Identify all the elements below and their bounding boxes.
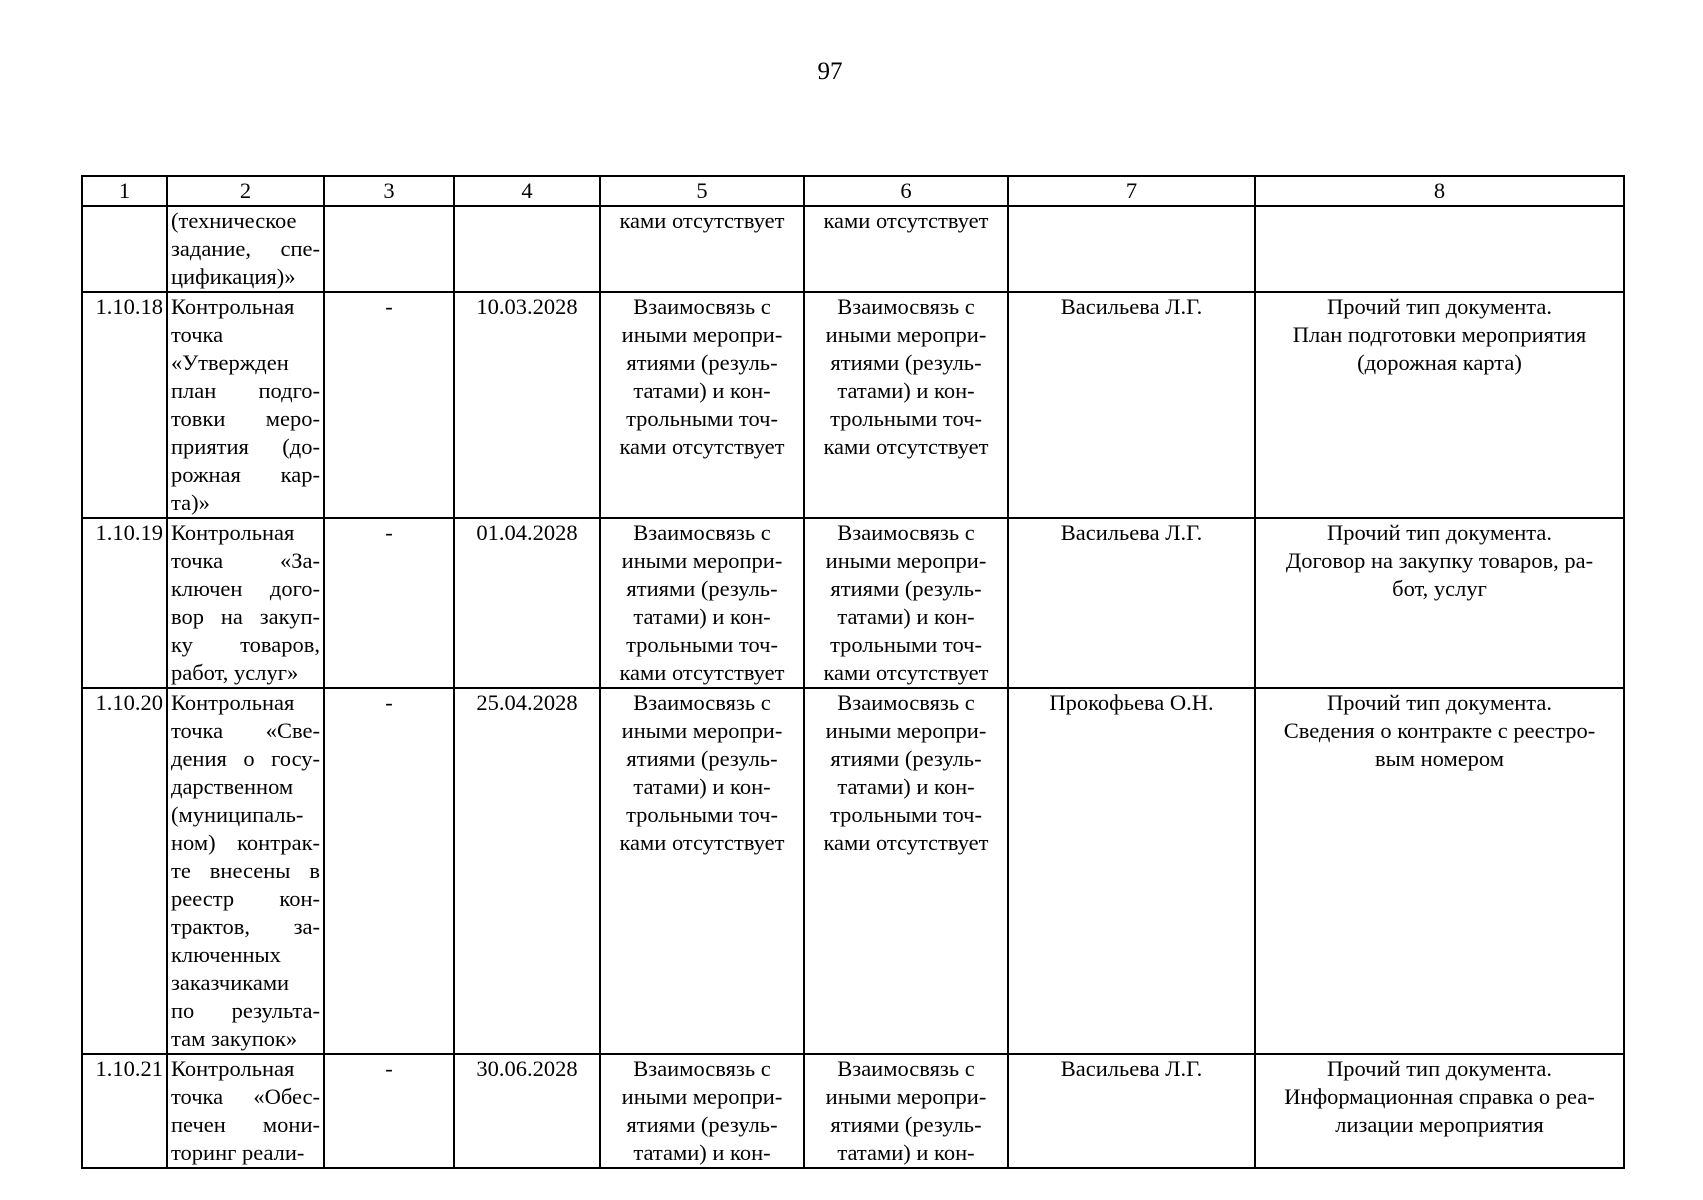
event-name-cell [167, 292, 324, 518]
cell-line: ками отсутствует [823, 434, 989, 459]
cell-line: точка «За- [171, 548, 320, 573]
successor-cell [804, 518, 1008, 688]
base-value-cell: - [324, 518, 454, 688]
cell-line: иными меропри- [621, 548, 783, 573]
cell-line: татами) и кон- [633, 774, 771, 799]
table-row [82, 518, 1624, 688]
cell-line: Информационная справка о реа- [1284, 1084, 1595, 1109]
cell-line: иными меропри- [621, 322, 783, 347]
successor-cell [804, 1054, 1008, 1168]
cell-line: иными меропри- [825, 548, 987, 573]
cell-line: Взаимосвязь с [837, 690, 975, 715]
cell-line: те внесены в [171, 858, 320, 883]
cell-line: ками отсутствует [823, 660, 989, 685]
cell-line: цификация)» [171, 264, 296, 289]
cell-line: ятиями (резуль- [830, 350, 982, 375]
due-date-cell [454, 206, 600, 292]
responsible-cell: Васильева Л.Г. [1008, 518, 1255, 688]
cell-line: иными меропри- [621, 1084, 783, 1109]
cell-line: ятиями (резуль- [626, 350, 778, 375]
cell-line: иными меропри- [825, 322, 987, 347]
cell-line: (муниципаль- [171, 802, 304, 827]
cell-line: Контрольная [171, 1056, 295, 1081]
cell-line: Договор на закупку товаров, ра- [1285, 548, 1594, 573]
cell-line: точка «Обес- [171, 1084, 320, 1109]
cell-line: «Утвержден [171, 350, 289, 375]
responsible-cell: Васильева Л.Г. [1008, 1054, 1255, 1168]
table-header-row [82, 176, 1624, 206]
cell-line: лизации мероприятия [1335, 1112, 1544, 1137]
row-number-cell: 1.10.18 [82, 292, 167, 518]
cell-line: ятиями (резуль- [830, 1112, 982, 1137]
document-type-cell [1255, 1054, 1624, 1168]
cell-line: Сведения о контракте с реестро- [1283, 718, 1596, 743]
table-body [82, 206, 1624, 1168]
cell-line: заказчиками [171, 970, 290, 995]
cell-line: по результа- [171, 998, 320, 1023]
cell-line: иными меропри- [621, 718, 783, 743]
cell-line: ку товаров, [171, 632, 320, 657]
cell-line: План подготовки мероприятия [1292, 322, 1587, 347]
due-date-cell: 30.06.2028 [454, 1054, 600, 1168]
cell-line: ятиями (резуль- [626, 576, 778, 601]
predecessor-cell [600, 292, 804, 518]
cell-line: задание, спе- [171, 236, 320, 261]
responsible-cell [1008, 206, 1255, 292]
cell-line: татами) и кон- [837, 774, 975, 799]
cell-line: та)» [171, 490, 210, 515]
cell-line: торинг реали- [171, 1140, 305, 1165]
document-type-cell [1255, 292, 1624, 518]
cell-line: Взаимосвязь с [837, 520, 975, 545]
cell-line: (дорожная карта) [1357, 350, 1522, 375]
cell-line: точка «Све- [171, 718, 320, 743]
cell-line: Взаимосвязь с [633, 520, 771, 545]
document-type-cell [1255, 688, 1624, 1054]
predecessor-cell [600, 206, 804, 292]
column-header: 2 [167, 176, 324, 206]
predecessor-cell [600, 1054, 804, 1168]
cell-line: трольными точ- [626, 406, 778, 431]
cell-line: ками отсутствует [619, 434, 785, 459]
cell-line: татами) и кон- [837, 1140, 975, 1165]
cell-line: Контрольная [171, 294, 295, 319]
predecessor-cell [600, 518, 804, 688]
column-header: 5 [600, 176, 804, 206]
base-value-cell [324, 206, 454, 292]
column-header: 3 [324, 176, 454, 206]
cell-line: трактов, за- [171, 914, 320, 939]
cell-line: Взаимосвязь с [633, 1056, 771, 1081]
cell-line: ятиями (резуль- [830, 746, 982, 771]
row-number-cell [82, 206, 167, 292]
column-header: 6 [804, 176, 1008, 206]
responsible-cell: Прокофьева О.Н. [1008, 688, 1255, 1054]
cell-line: трольными точ- [830, 632, 982, 657]
cell-line: ятиями (резуль- [830, 576, 982, 601]
page-number: 97 [817, 58, 843, 85]
base-value-cell: - [324, 1054, 454, 1168]
cell-line: ятиями (резуль- [626, 1112, 778, 1137]
plan-table [81, 175, 1625, 1169]
cell-line: товки меро- [171, 406, 320, 431]
successor-cell [804, 292, 1008, 518]
base-value-cell: - [324, 292, 454, 518]
cell-line: татами) и кон- [837, 604, 975, 629]
cell-line: Прочий тип документа. [1327, 294, 1552, 319]
cell-line: ками отсутствует [619, 208, 785, 233]
cell-line: приятия (до- [171, 434, 320, 459]
column-header: 8 [1255, 176, 1624, 206]
table-row [82, 1054, 1624, 1168]
cell-line: трольными точ- [626, 632, 778, 657]
column-header: 7 [1008, 176, 1255, 206]
cell-line: план подго- [171, 378, 320, 403]
cell-line: Прочий тип документа. [1327, 520, 1552, 545]
column-header: 4 [454, 176, 600, 206]
cell-line: татами) и кон- [633, 604, 771, 629]
cell-line: ками отсутствует [823, 830, 989, 855]
cell-line: точка [171, 322, 224, 347]
table-row [82, 206, 1624, 292]
base-value-cell: - [324, 688, 454, 1054]
cell-line: Контрольная [171, 520, 295, 545]
cell-line: Контрольная [171, 690, 295, 715]
column-header: 1 [82, 176, 167, 206]
predecessor-cell [600, 688, 804, 1054]
due-date-cell: 10.03.2028 [454, 292, 600, 518]
cell-line: трольными точ- [626, 802, 778, 827]
cell-line: ками отсутствует [619, 830, 785, 855]
cell-line: трольными точ- [830, 406, 982, 431]
event-name-cell [167, 1054, 324, 1168]
cell-line: вым номером [1374, 746, 1504, 771]
cell-line: татами) и кон- [633, 1140, 771, 1165]
cell-line: Прочий тип документа. [1327, 1056, 1552, 1081]
successor-cell [804, 688, 1008, 1054]
cell-line: ключенных [171, 942, 281, 967]
cell-line: дарственном [171, 774, 294, 799]
cell-line: бот, услуг [1392, 576, 1487, 601]
cell-line: Взаимосвязь с [837, 294, 975, 319]
successor-cell [804, 206, 1008, 292]
cell-line: Взаимосвязь с [837, 1056, 975, 1081]
document-type-cell [1255, 206, 1624, 292]
cell-line: реестр кон- [171, 886, 320, 911]
event-name-cell [167, 206, 324, 292]
responsible-cell: Васильева Л.Г. [1008, 292, 1255, 518]
cell-line: трольными точ- [830, 802, 982, 827]
cell-line: вор на закуп- [171, 604, 320, 629]
document-type-cell [1255, 518, 1624, 688]
cell-line: татами) и кон- [633, 378, 771, 403]
cell-line: рожная кар- [171, 462, 320, 487]
due-date-cell: 25.04.2028 [454, 688, 600, 1054]
cell-line: Прочий тип документа. [1327, 690, 1552, 715]
row-number-cell: 1.10.20 [82, 688, 167, 1054]
cell-line: ключен дого- [171, 576, 320, 601]
table-row [82, 688, 1624, 1054]
cell-line: (техническое [171, 208, 297, 233]
cell-line: там закупок» [171, 1026, 298, 1051]
due-date-cell: 01.04.2028 [454, 518, 600, 688]
cell-line: ками отсутствует [823, 208, 989, 233]
event-name-cell [167, 518, 324, 688]
cell-line: ном) контрак- [171, 830, 320, 855]
cell-line: татами) и кон- [837, 378, 975, 403]
event-name-cell [167, 688, 324, 1054]
cell-line: иными меропри- [825, 718, 987, 743]
table-row [82, 292, 1624, 518]
cell-line: ками отсутствует [619, 660, 785, 685]
cell-line: иными меропри- [825, 1084, 987, 1109]
cell-line: работ, услуг» [171, 660, 299, 685]
row-number-cell: 1.10.21 [82, 1054, 167, 1168]
cell-line: ятиями (резуль- [626, 746, 778, 771]
cell-line: печен мони- [171, 1112, 320, 1137]
cell-line: Взаимосвязь с [633, 690, 771, 715]
cell-line: Взаимосвязь с [633, 294, 771, 319]
row-number-cell: 1.10.19 [82, 518, 167, 688]
cell-line: дения о госу- [171, 746, 320, 771]
